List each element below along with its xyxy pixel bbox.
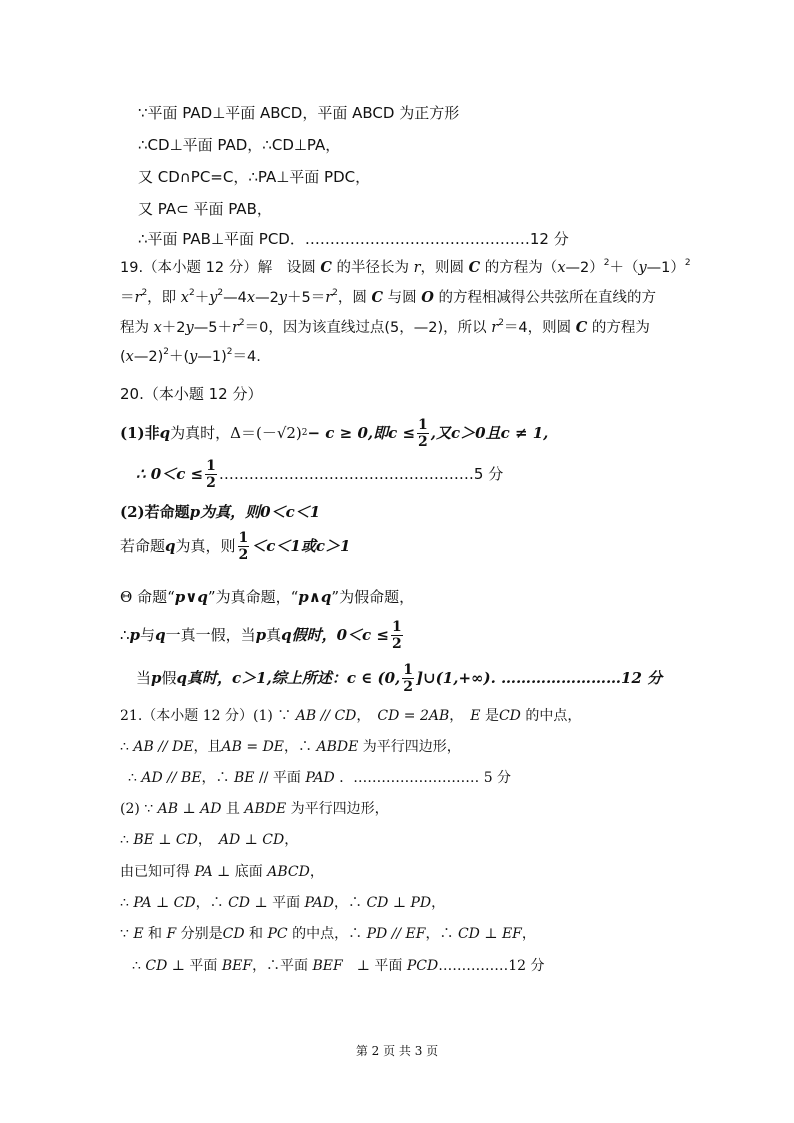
q20-case1-line: ∴ p 与 q 一真一假，当 p 真 q 假时，0＜c ≤ $\frac{1}{2}$ (120, 618, 402, 652)
page-footer: 第 2 页 共 3 页 (355, 1044, 439, 1058)
q20-proposition-line: Θ 命题“p∨q”为真命题，“p∧q”为假命题， (120, 588, 415, 606)
q21-line-2: ∴ AB // DE，且AB = DE，∴ ABDE 为平行四边形， (120, 739, 461, 755)
q20-range-line: ∴ 0＜c ≤ $\frac{1}{2}$ ……………………………………………5 分 (136, 457, 504, 491)
fraction-one-half: $\frac{1}{2}$ (391, 618, 402, 652)
q19-line-1: 19.（本小题 12 分）解 设圆 C 的半径长为 r，则圆 C 的方程为（x—2）$^2$＋（y—1）$^2$ (120, 258, 691, 276)
fraction-one-half: $\frac{1}{2}$ (238, 529, 249, 563)
q19-line-3: 程为 $x+2y—5+r^2=0$，因为该直线过点(5，—2)，所以 $r^2=4$，则圆 C 的方程为 (120, 318, 650, 336)
q20-part1-line: (1)非 q 为真时，Δ＝(－√2) 2 − c ≥ 0,即c ≤ $\frac{1}{2}$ ,又c＞0且c ≠ 1, (120, 416, 549, 450)
fraction-one-half: $\frac{1}{2}$ (403, 661, 414, 695)
q20-case2-line: 当 p 假 q 真时，c＞1,综上所述：c ∈ (0, $\frac{1}{2}$ ]∪(1,+∞). ……………………12 分 (136, 661, 663, 695)
q21-line-5: ∴ BE ⊥ CD， AD ⊥ CD， (120, 832, 299, 848)
proof-line-1: ∵平面 PAD⊥平面 ABCD，平面 ABCD 为正方形 (138, 104, 460, 122)
q21-line-7: ∴ PA ⊥ CD，∴ CD ⊥ 平面 PAD，∴ CD ⊥ PD， (120, 895, 446, 911)
q21-line-6: 由已知可得 PA ⊥ 底面 ABCD， (120, 864, 324, 880)
q20-q-true-line: 若命题 q 为真，则 $\frac{1}{2}$ ＜c＜1或c＞1 (120, 529, 351, 563)
fraction-one-half: $\frac{1}{2}$ (206, 457, 216, 491)
q20-title: 20.（本小题 12 分） (120, 385, 263, 403)
q21-line-9: ∴ CD ⊥ 平面 BEF，∴平面 BEF ⊥ 平面 PCD……………12 分 (132, 958, 545, 974)
proof-line-4: 又 PA⊂ 平面 PAB， (138, 200, 272, 218)
q21-line-8: ∵ E 和 F 分别是CD 和 PC 的中点，∴ PD // EF，∴ CD ⊥ EF， (120, 926, 536, 942)
q21-line-3: ∴ AD // BE，∴ BE // 平面 PAD ．……………………… 5 分 (128, 770, 512, 786)
q19-line-4: (x—2)$^2$＋(y—1)$^2$＝4. (120, 347, 261, 365)
q19-line-2: $=r^2$，即 $x^2+y^2—4x—2y+5=r^2$，圆 C 与圆 O 的方程相减得公共弦所在直线的方 (120, 288, 657, 306)
proof-line-5: ∴平面 PAB⊥平面 PCD．………………………………………12 分 (138, 230, 569, 248)
proof-line-3: 又 CD∩PC=C，∴PA⊥平面 PDC， (138, 168, 371, 186)
q21-line-4: (2) ∵ AB ⊥ AD 且 ABDE 为平行四边形， (120, 801, 389, 817)
fraction-one-half: $\frac{1}{2}$ (418, 416, 428, 450)
q21-line-1: 21.（本小题 12 分）(1) ∵ AB // CD， CD = 2AB， E 是CD 的中点， (120, 708, 582, 724)
proof-line-2: ∴CD⊥平面 PAD，∴CD⊥PA， (138, 136, 341, 154)
q20-part2-line: (2)若命题p为真，则0＜c＜1 (120, 503, 321, 521)
